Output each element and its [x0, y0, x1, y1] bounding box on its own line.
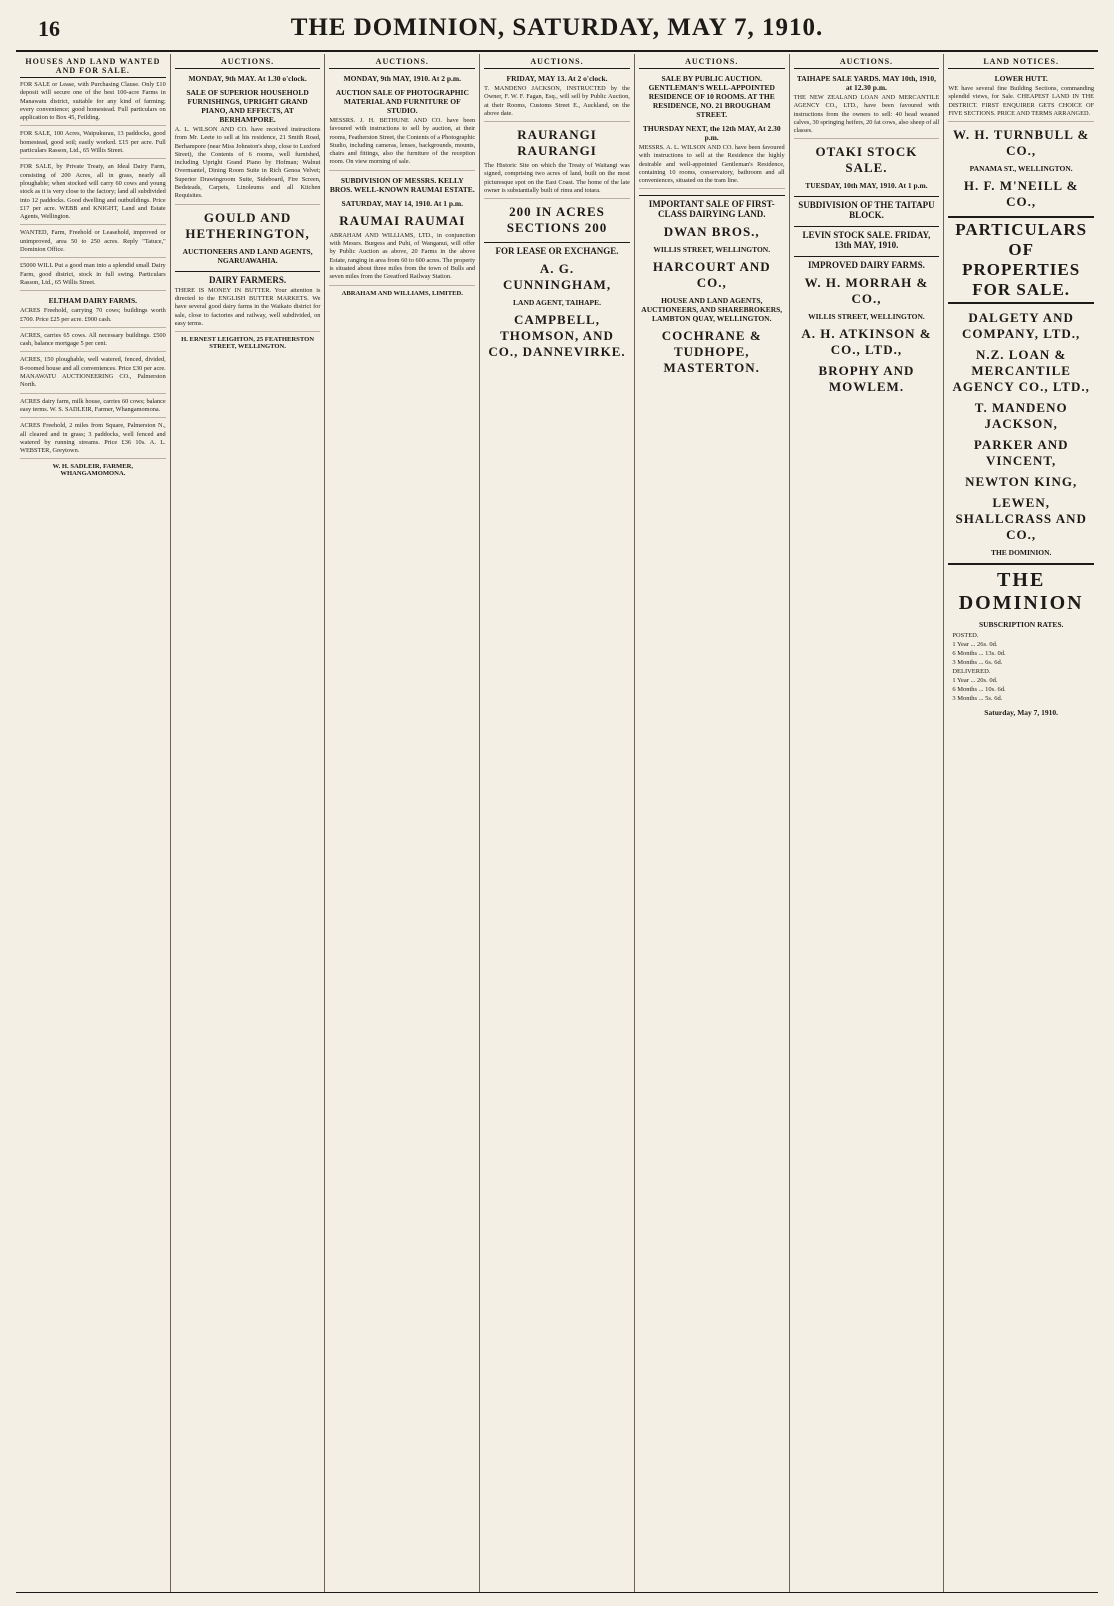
sale-date: FRIDAY, MAY 13. At 2 o'clock.: [506, 74, 608, 83]
rate-line: 3 Months ... 6s. 6d.: [952, 659, 1003, 667]
sale-title: AUCTION SALE OF PHOTOGRAPHIC MATERIAL AND FURNITURE OF STUDIO.: [335, 88, 469, 115]
issue-date: Saturday, May 7, 1910.: [984, 708, 1059, 718]
advertiser-name: NEWTON KING,: [965, 474, 1078, 490]
advertiser-name: LEWEN, SHALLCRASS AND CO.,: [955, 495, 1087, 543]
section-heading: SUBDIVISION OF THE TAITAPU BLOCK.: [794, 196, 940, 220]
estate-banner: RAURANGI RAURANGI: [517, 127, 597, 159]
column-auctions-5: [790, 54, 945, 1592]
rate-line: 1 Year ... 20s. 0d.: [952, 677, 998, 685]
classified-ad: FOR SALE, 100 Acres, Waipukurau, 13 paddocks, good homestead, good soil; easily worked. £15 per acre. Full particulars Rasson, Ltd., 65 Willis Street.: [20, 130, 166, 159]
column-heading: AUCTIONS.: [794, 54, 940, 69]
column-heading: AUCTIONS.: [329, 54, 475, 69]
estate-banner: RAUMAI RAUMAI: [339, 212, 466, 228]
advertiser-name: H. F. M'NEILL & CO.,: [963, 178, 1079, 210]
advertiser-subtitle: HOUSE AND LAND AGENTS, AUCTIONEERS, AND SHAREBROKERS, LAMBTON QUAY, WELLINGTON.: [641, 296, 783, 324]
advertiser-name: W. H. MORRAH & CO.,: [804, 275, 929, 307]
advertiser-subtitle: WILLIS STREET, WELLINGTON.: [808, 312, 925, 322]
advertiser-name: N.Z. LOAN & MERCANTILE AGENCY CO., LTD.,: [952, 347, 1090, 395]
agent-signature: W. H. SADLEIR, FARMER, WHANGAMOMONA.: [52, 463, 134, 478]
rate-line: 6 Months ... 10s. 6d.: [952, 686, 1006, 694]
section-heading: LOWER HUTT.: [994, 74, 1048, 83]
section-heading: ELTHAM DAIRY FARMS.: [48, 296, 138, 306]
column-auctions-4: [635, 54, 790, 1592]
column-heading: HOUSES AND LAND WANTED AND FOR SALE.: [20, 54, 166, 78]
agent-signature: ABRAHAM AND WILLIAMS, LIMITED.: [341, 289, 463, 297]
sale-date: SATURDAY, MAY 14, 1910. At 1 p.m.: [341, 198, 464, 208]
classified-ad: FOR SALE, by Private Treaty, an Ideal Dairy Farm, consisting of 200 Acres, all in grass, nearly all ploughable; when stocked will carry 60 cows and young stock as it is very close to the factory; land all subdivided into 12 paddocks. Good dwelling and outbuildings. Price £17 per acre. WEBB and KNIGHT, Land and Estate Agents, Wellington.: [20, 163, 166, 225]
agent-signature: H. ERNEST LEIGHTON, 25 FEATHERSTON STREET, WELLINGTON.: [181, 336, 315, 351]
section-heading: IMPROVED DAIRY FARMS.: [794, 256, 940, 270]
classified-ad: £5000 WILL Put a good man into a splendid small Dairy Farm, good district, stock in full swing. Particulars Rasson, Ltd., 65 Willis Street.: [20, 262, 166, 291]
sale-date: MONDAY, 9th MAY, 1910. At 2 p.m.: [343, 74, 462, 83]
sale-date: MONDAY, 9th MAY. At 1.30 o'clock.: [188, 74, 307, 83]
auction-notice: THERE IS MONEY IN BUTTER. Your attention is directed to the ENGLISH BUTTER MARKETS. We have several good dairy farms in the Waikato district for sale, close to factories and railway, well subdivided, on easy terms.: [175, 287, 321, 332]
auction-notice: T. MANDENO JACKSON, INSTRUCTED by the Owner, F. W. F. Fagan, Esq., will sell by Public Auction, at their Rooms, Customs Street E., Auckland, on the above date.: [484, 85, 630, 122]
classified-ad: ACRES Freehold, 2 miles from Square, Palmerston N., all cleared and in grass; 3 paddocks, well fenced and watered by running streams. Price £36 10s. A. L. WEBSTER, Greytown.: [20, 422, 166, 459]
column-land-notices: [944, 54, 1098, 1592]
advertiser-subtitle: WILLIS STREET, WELLINGTON.: [653, 245, 771, 255]
advertiser-name: DALGETY AND COMPANY, LTD.,: [962, 310, 1081, 342]
page-number: 16: [38, 16, 60, 41]
sections-banner: 200 IN ACRES SECTIONS 200: [506, 204, 608, 236]
sale-banner: OTAKI STOCK SALE.: [815, 144, 918, 176]
auction-notice: A. L. WILSON AND CO. have received instructions from Mr. Leete to sell at his residence, 21 Smith Road, Berhampore (near Miss Johnston's shop, close to Luxford Street), the Contents of 6 rooms, well furnished, including Upright Grand Piano by Hofman; Walnut Overmantel, Dining Room Suite in Rich Genoa Velvet; Superior Drawingroom Suite, Sideboard, Fire Screen, Bedsteads, Carpets, Linoleums and all Kitchen Requisites.: [175, 126, 321, 205]
column-auctions-1: [171, 54, 326, 1592]
masthead: [16, 14, 1098, 52]
auction-notice: The Historic Site on which the Treaty of Waitangi was signed, comprising two acres of land, built on the most picturesque spot on the East Coast. The home of the late owner is substantially built of rimu and totara.: [484, 162, 630, 199]
advertiser-name: DWAN BROS.,: [663, 224, 760, 240]
newspaper-title: THE DOMINION, SATURDAY, MAY 7, 1910.: [290, 14, 824, 41]
auction-notice: MESSRS. J. H. BETHUNE AND CO. have been favoured with instructions to sell by auction, at their rooms, Featherston Street, the Contents of a Photographic Studio, including cameras, lenses, backgrounds, mounts, chairs and fittings, also the furniture of the reception room. On view morning of sale.: [329, 117, 475, 171]
classified-ad: ACRES Freehold, carrying 70 cows; buildings worth £700. Price £25 per acre. £900 cash.: [20, 307, 166, 328]
classified-ad: ACRES, 150 ploughable, well watered, fenced, divided, 8-roomed house and all conveniences. Price £30 per acre. MANAWATU AUCTIONEERING CO., Palmerston North.: [20, 356, 166, 393]
classified-ad: FOR SALE or Lease, with Purchasing Clause. Only £10 deposit will secure one of the best 100-acre Farms in Manawatu district, suitable for any kind of farming; every convenience; good homestead. Full particulars on application to Box 45, Feilding.: [20, 81, 166, 126]
column-heading: AUCTIONS.: [639, 54, 785, 69]
column-heading: LAND NOTICES.: [948, 54, 1094, 69]
section-heading: LEVIN STOCK SALE. FRIDAY, 13th MAY, 1910.: [794, 226, 940, 250]
land-notice: WE have several fine Building Sections, commanding splendid views, for Sale. CHEAPEST LAND IN THE DISTRICT. FIRST ENQUIRER GETS CHOICE OF FIVE SECTIONS. PRICE AND TERMS ARRANGED.: [948, 85, 1094, 122]
rate-line: 6 Months ... 13s. 0d.: [952, 650, 1006, 658]
classified-ad: WANTED, Farm, Freehold or Leasehold, improved or unimproved, area 50 to 250 acres. Reply "Tatuce," Dominion Office.: [20, 229, 166, 258]
advertiser-name: T. MANDENO JACKSON,: [974, 400, 1068, 432]
auction-notice: THE NEW ZEALAND LOAN AND MERCANTILE AGENCY CO., LTD., have been favoured with instructions from the owners to sell: 40 head weaned calves, 30 springing heifers, 20 fat cows, also sheep of all classes.: [794, 94, 940, 139]
sale-title: SALE BY PUBLIC AUCTION. GENTLEMAN'S WELL-APPOINTED RESIDENCE OF 10 ROOMS. AT THE RESIDENCE, NO. 21 BROUGHAM STREET.: [648, 74, 775, 119]
section-heading: FOR LEASE OR EXCHANGE.: [484, 242, 630, 256]
rate-line: POSTED.: [952, 632, 979, 640]
section-heading: THE DOMINION.: [990, 548, 1052, 558]
advertiser-name: BROPHY AND MOWLEM.: [818, 363, 915, 395]
advertiser-name: W. H. TURNBULL & CO.,: [953, 127, 1090, 159]
section-heading: IMPORTANT SALE OF FIRST-CLASS DAIRYING LAND.: [639, 195, 785, 219]
advertiser-name: PARKER AND VINCENT,: [973, 437, 1069, 469]
advertiser-name: GOULD AND HETHERINGTON,: [185, 209, 310, 241]
advertiser-name: HARCOURT AND CO.,: [652, 259, 771, 291]
column-heading: AUCTIONS.: [484, 54, 630, 69]
dominion-logo: THE DOMINION: [948, 563, 1094, 615]
column-auctions-3: [480, 54, 635, 1592]
column-houses-land: [16, 54, 171, 1592]
rate-line: DELIVERED.: [952, 668, 991, 676]
advertiser-subtitle: PANAMA ST., WELLINGTON.: [969, 164, 1073, 174]
advertiser-subtitle: AUCTIONEERS AND LAND AGENTS, NGARUAWAHIA.: [182, 246, 313, 265]
advertiser-name: CAMPBELL, THOMSON, AND CO., DANNEVIRKE.: [488, 312, 626, 360]
classified-ad: ACRES dairy farm, milk house, carries 60 cows; balance easy terms. W. S. SADLEIR, Farmer, Whangamomona.: [20, 398, 166, 419]
properties-banner: PARTICULARS OF PROPERTIES FOR SALE.: [948, 216, 1094, 304]
rates-title: SUBSCRIPTION RATES.: [978, 620, 1064, 630]
advertiser-subtitle: LAND AGENT, TAIHAPE.: [513, 298, 601, 308]
section-heading: DAIRY FARMERS.: [175, 271, 321, 285]
column-heading: AUCTIONS.: [175, 54, 321, 69]
columns: [16, 54, 1098, 1593]
rate-line: 1 Year ... 26s. 0d.: [952, 641, 998, 649]
auction-notice: ABRAHAM AND WILLIAMS, LTD., in conjunction with Messrs. Burgess and Puhi, of Wanganui, will offer by Public Auction as above, 20 Farms in the above Estate, ranging in area from 60 to 600 acres. The property is situated about three miles from the town of Bulls and seven miles from the Greatford Railway Station.: [329, 232, 475, 286]
advertiser-name: A. G. CUNNINGHAM,: [502, 261, 612, 293]
subscription-rates: [952, 631, 1090, 703]
sale-title: TAIHAPE SALE YARDS. MAY 10th, 1910, at 12.30 p.m.: [796, 74, 937, 92]
sale-date: THURSDAY NEXT, the 12th MAY, At 2.30 p.m.: [642, 124, 781, 142]
section-heading: SUBDIVISION OF MESSRS. KELLY BROS. WELL-KNOWN RAUMAI ESTATE.: [329, 175, 475, 194]
advertiser-name: COCHRANE & TUDHOPE, MASTERTON.: [661, 328, 762, 376]
sale-title: SALE OF SUPERIOR HOUSEHOLD FURNISHINGS, UPRIGHT GRAND PIANO, AND EFFECTS, AT BERHAMPORE.: [186, 88, 309, 124]
rate-line: 3 Months ... 5s. 6d.: [952, 695, 1003, 703]
auction-notice: MESSRS. A. L. WILSON AND CO. have been favoured with instructions to sell at the Residence the highly desirable and well-appointed Gentleman's Residence, containing 10 rooms, conservatory, bathroom and all conveniences, situated on the tram line.: [639, 144, 785, 189]
sale-date: TUESDAY, 10th MAY, 1910. At 1 p.m.: [805, 181, 928, 191]
classified-ad: ACRES, carries 65 cows. All necessary buildings. £500 cash, balance mortgage 5 per cent.: [20, 332, 166, 353]
column-auctions-2: [325, 54, 480, 1592]
advertiser-name: A. H. ATKINSON & CO., LTD.,: [801, 326, 932, 358]
